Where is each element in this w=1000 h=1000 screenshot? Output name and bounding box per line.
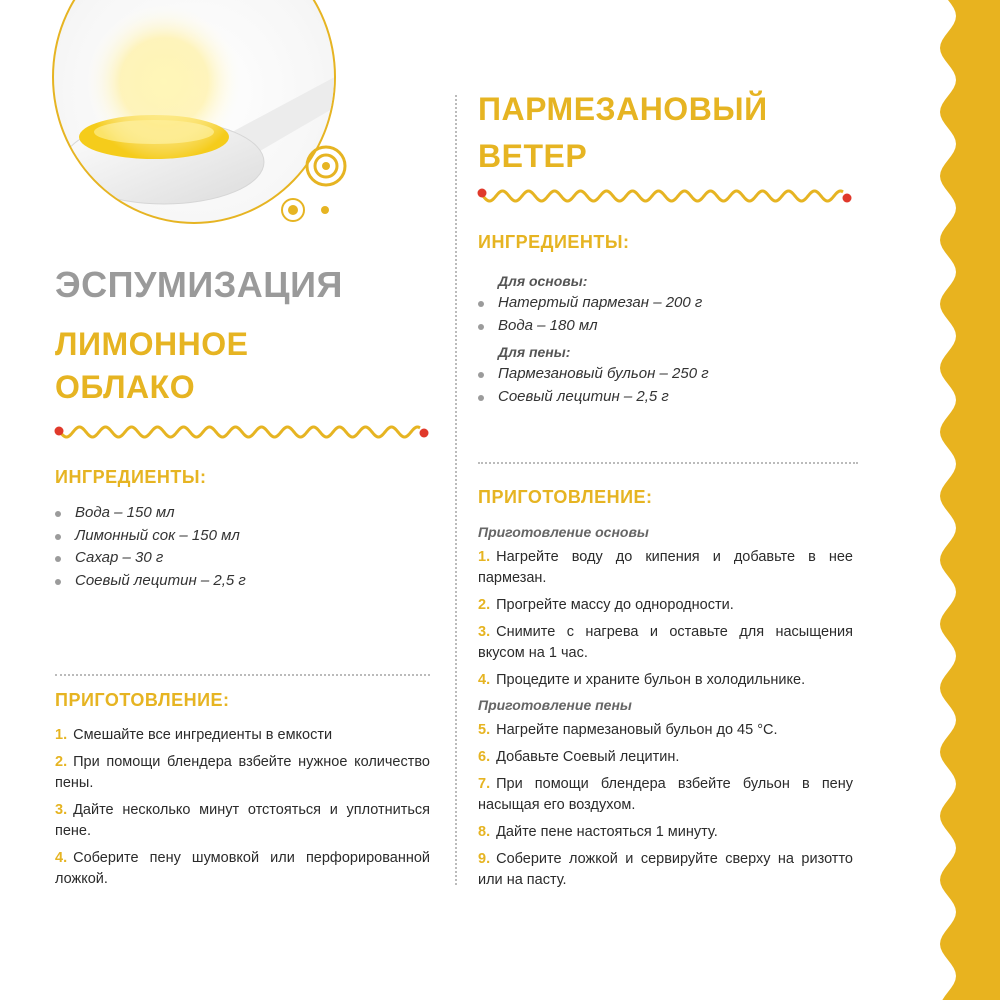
- ingredients-heading: ИНГРЕДИЕНТЫ:: [55, 467, 207, 487]
- title-line: ЛИМОННОЕ: [55, 326, 249, 362]
- section-divider: [478, 462, 858, 464]
- preparation-heading: ПРИГОТОВЛЕНИЕ:: [478, 487, 653, 507]
- bullet-icon: [55, 556, 61, 562]
- list-item: Соевый лецитин – 2,5 г: [478, 386, 838, 409]
- ingredient-group-label: Для основы:: [498, 273, 588, 289]
- recipe-title-parmesan-wind: [478, 86, 768, 180]
- list-item: Сахар – 30 г: [55, 547, 415, 570]
- recipe-title-lemon-cloud: [55, 323, 248, 409]
- bullet-icon: [55, 534, 61, 540]
- bullet-icon: [478, 395, 484, 401]
- step-item: 9. Соберите ложкой и сервируйте сверху на ризотто или на пасту.: [478, 851, 853, 888]
- wavy-divider: [50, 420, 435, 444]
- bullet-icon: [478, 324, 484, 330]
- preparation-block: [478, 522, 853, 897]
- ingredients-list: [478, 292, 838, 337]
- bullet-icon: [478, 372, 484, 378]
- step-item: 1. Нагрейте воду до кипения и добавьте в нее пармезан.: [478, 549, 853, 586]
- step-item: 3. Снимите с нагрева и оставьте для насыщения вкусом на 1 час.: [478, 624, 853, 661]
- step-item: 2. Прогрейте массу до однородности.: [478, 597, 734, 613]
- step-item: 8. Дайте пене настояться 1 минуту.: [478, 824, 718, 840]
- bullet-icon: [478, 301, 484, 307]
- step-item: 7. При помощи блендера взбейте бульон в пену насыщая его воздухом.: [478, 776, 853, 813]
- lemon-foam-cloud: [84, 2, 244, 162]
- preparation-steps: [478, 547, 853, 691]
- ingredients-heading: ИНГРЕДИЕНТЫ:: [478, 232, 630, 252]
- ingredients-list: [55, 502, 415, 592]
- title-line: ВЕТЕР: [478, 138, 588, 174]
- column-divider: [455, 95, 457, 885]
- ingredients-list: [478, 363, 838, 408]
- step-group-label: Приготовление пены: [478, 697, 632, 713]
- ingredients-block: [478, 266, 838, 408]
- bullet-icon: [55, 579, 61, 585]
- concentric-circles-decor: [276, 136, 356, 236]
- list-item: Натертый пармезан – 200 г: [478, 292, 838, 315]
- step-item: 6. Добавьте Соевый лецитин.: [478, 749, 680, 765]
- preparation-steps: [55, 725, 430, 896]
- list-item: Пармезановый бульон – 250 г: [478, 363, 838, 386]
- step-item: 4. Процедите и храните бульон в холодильнике.: [478, 672, 806, 688]
- step-item: 5. Нагрейте пармезановый бульон до 45 °С.: [478, 722, 778, 738]
- list-item: Вода – 150 мл: [55, 502, 415, 525]
- step-item: 1. Смешайте все ингредиенты в емкости: [55, 727, 333, 743]
- side-band-shape: [940, 0, 1000, 1000]
- list-item: Лимонный сок – 150 мл: [55, 525, 415, 548]
- bullet-icon: [55, 511, 61, 517]
- list-item: Соевый лецитин – 2,5 г: [55, 570, 415, 593]
- title-line: ОБЛАКО: [55, 369, 196, 405]
- step-item: 3. Дайте несколько минут отстояться и уплотниться пене.: [55, 802, 430, 839]
- list-item: Вода – 180 мл: [478, 315, 838, 338]
- preparation-steps: [478, 720, 853, 891]
- section-divider: [55, 674, 430, 676]
- ingredient-group-label: Для пены:: [498, 344, 571, 360]
- step-group-label: Приготовление основы: [478, 524, 649, 540]
- wavy-divider: [473, 184, 858, 208]
- preparation-heading: ПРИГОТОВЛЕНИЕ:: [55, 690, 230, 710]
- step-item: 2. При помощи блендера взбейте нужное количество пены.: [55, 754, 430, 791]
- category-heading: ЭСПУМИЗАЦИЯ: [55, 264, 343, 305]
- step-item: 4. Соберите пену шумовкой или перфорированной ложкой.: [55, 850, 430, 887]
- title-line: ПАРМЕЗАНОВЫЙ: [478, 91, 768, 127]
